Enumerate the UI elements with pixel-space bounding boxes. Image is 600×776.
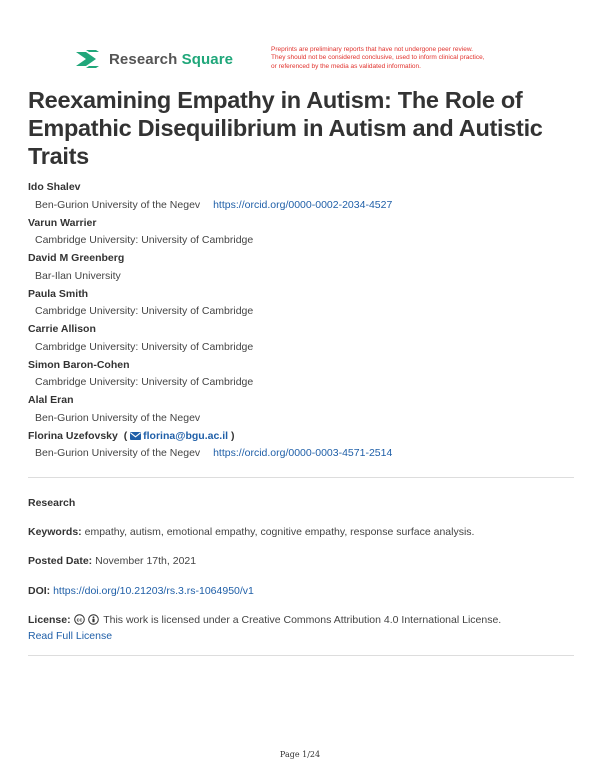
paper-title: Reexamining Empathy in Autism: The Role of Empathic Disequilibrium in Autism and Autistic Traits <box>28 87 543 169</box>
author-entry <box>28 250 588 286</box>
affiliation-text: Ben-Gurion University of the Negev <box>35 447 201 459</box>
preprint-notice <box>271 46 546 71</box>
author-name: Carrie Allison <box>28 323 96 335</box>
license-label: License: <box>28 614 71 626</box>
author-name: Alal Eran <box>28 394 74 406</box>
author-affiliation: Cambridge University: University of Cambridge <box>35 305 254 317</box>
author-name-with-email <box>28 428 588 446</box>
keywords-label: Keywords: <box>28 526 82 538</box>
creative-commons-icon <box>74 614 85 625</box>
license-text: This work is licensed under a Creative Commons Attribution 4.0 International License. <box>103 614 502 626</box>
keywords-row <box>28 524 588 540</box>
affiliation-text: Ben-Gurion University of the Negev <box>35 198 201 211</box>
article-type-label: Research <box>28 497 76 509</box>
attribution-icon <box>88 614 99 625</box>
author-affiliation: Cambridge University: University of Cambridge <box>35 234 254 246</box>
author-affiliation: Ben-Gurion University of the Negev <box>35 411 201 424</box>
author-entry <box>28 357 588 393</box>
author-name: Ido Shalev <box>28 181 81 193</box>
email-link[interactable]: florina@bgu.ac.il <box>143 429 229 442</box>
author-list <box>28 179 588 463</box>
keywords-value: empathy, autism, emotional empathy, cognitive empathy, response surface analysis. <box>84 526 475 538</box>
header <box>74 46 544 76</box>
author-entry <box>28 215 588 251</box>
posted-date-label: Posted Date: <box>28 555 93 567</box>
author-affiliation: Cambridge University: University of Cambridge <box>35 340 254 353</box>
page-number: Page 1/24 <box>279 750 321 759</box>
article-type <box>28 495 588 511</box>
read-full-license-link[interactable]: Read Full License <box>28 630 113 642</box>
preprint-notice-line: Preprints are preliminary reports that have not undergone peer review. <box>271 46 473 53</box>
author-entry <box>28 392 588 428</box>
orcid-link[interactable]: https://orcid.org/0000-0002-2034-4527 <box>213 198 393 211</box>
doi-label: DOI: <box>28 585 51 597</box>
doi-row <box>28 583 588 599</box>
email-contact: ( florina@bgu.ac.il ) <box>120 429 235 442</box>
orcid-link[interactable]: https://orcid.org/0000-0003-4571-2514 <box>213 447 393 459</box>
svg-text:cc: cc <box>76 617 82 624</box>
envelope-icon <box>130 432 141 440</box>
author-entry <box>28 321 588 357</box>
doi-link[interactable]: https://doi.org/10.21203/rs.3.rs-1064950/v1 <box>53 585 254 597</box>
author-name: Simon Baron-Cohen <box>28 358 130 371</box>
posted-date-value: November 17th, 2021 <box>95 555 197 567</box>
author-name: Varun Warrier <box>28 216 97 229</box>
author-entry <box>28 428 588 464</box>
divider <box>28 655 574 656</box>
research-square-logo[interactable] <box>74 48 233 70</box>
author-name: Paula Smith <box>28 287 89 300</box>
author-affiliation <box>28 197 588 215</box>
posted-date-row <box>28 553 588 569</box>
author-entry <box>28 286 588 322</box>
brand-name: Research Square <box>109 50 234 68</box>
author-affiliation <box>28 445 588 463</box>
license-row <box>28 612 588 644</box>
author-name: David M Greenberg <box>28 252 125 264</box>
author-affiliation: Cambridge University: University of Cambridge <box>35 376 254 388</box>
author-entry <box>28 179 588 215</box>
preprint-notice-line: They should not be considered conclusive, used to inform clinical practice, <box>271 54 485 62</box>
divider <box>28 477 574 478</box>
author-name: Florina Uzefovsky <box>28 429 118 442</box>
author-affiliation: Bar-Ilan University <box>35 269 121 282</box>
preprint-notice-line: or referenced by the media as validated information. <box>271 62 421 70</box>
research-square-logo-icon <box>74 48 101 70</box>
